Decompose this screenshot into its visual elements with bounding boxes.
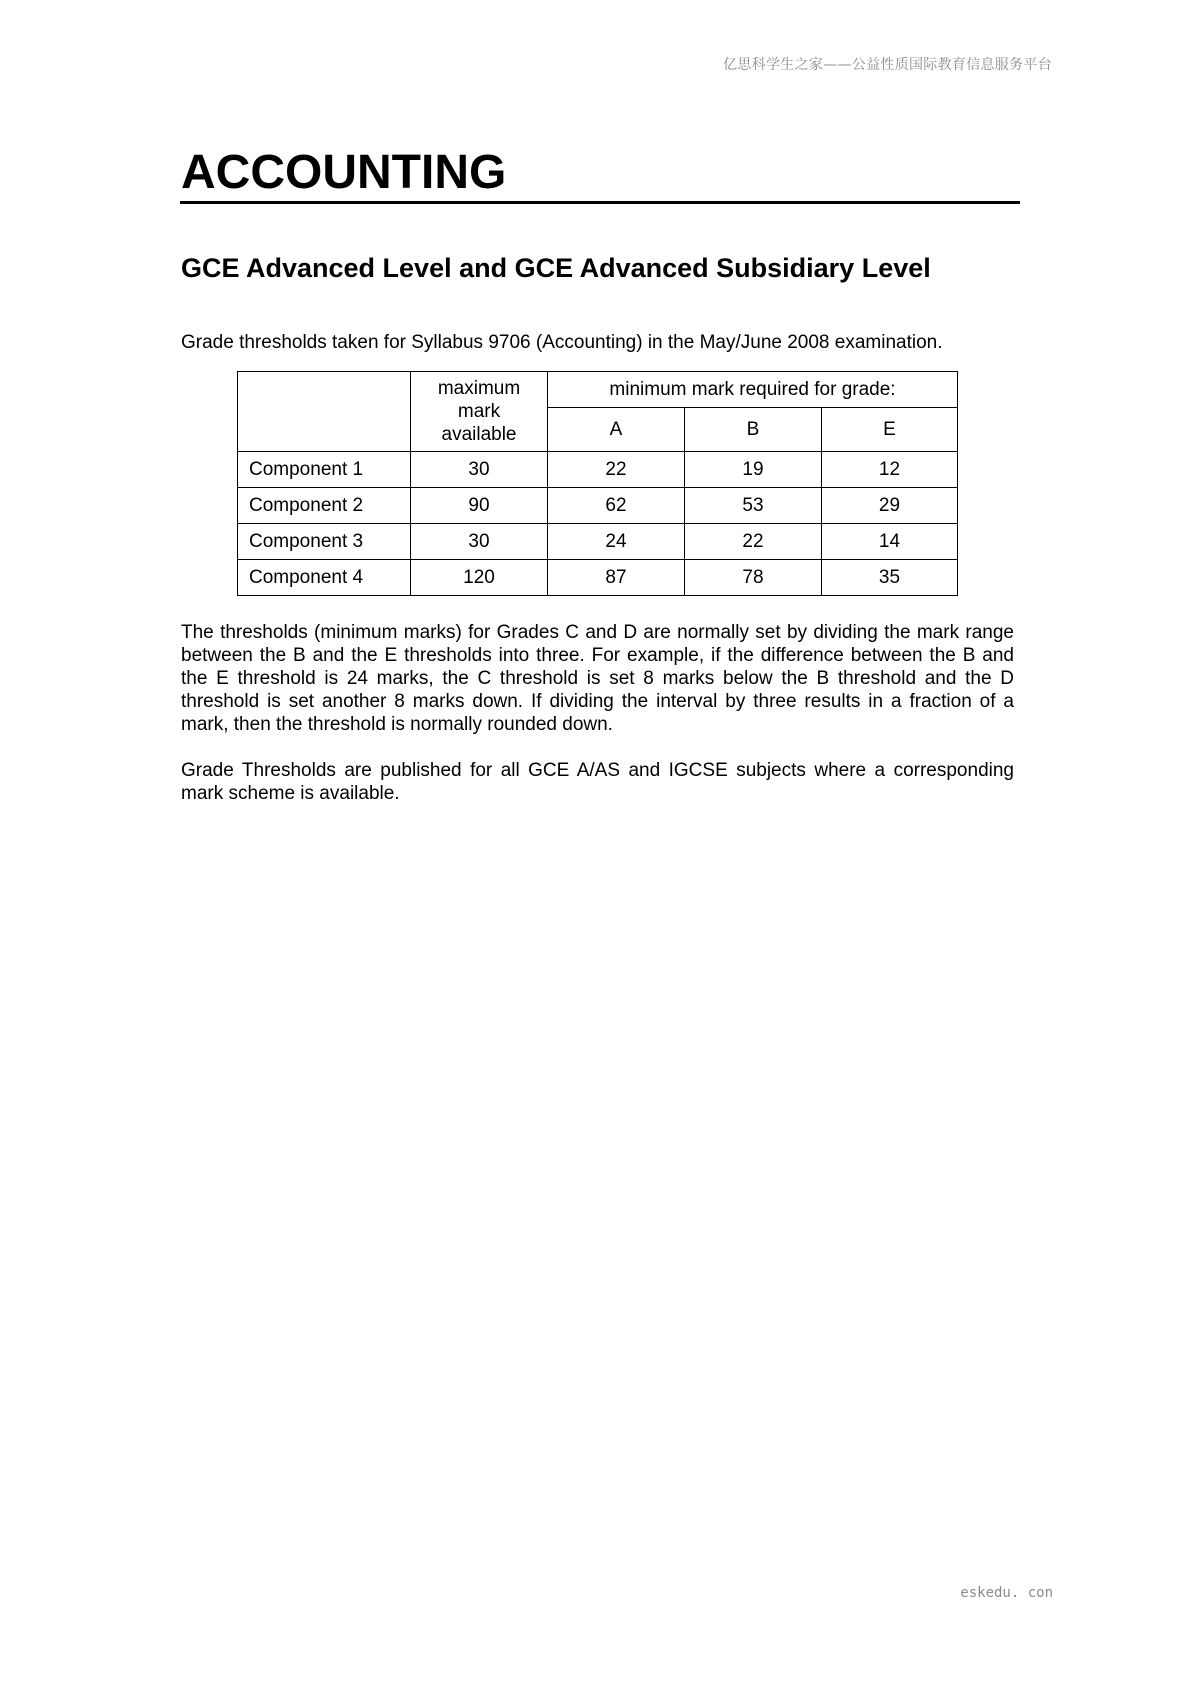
intro-text: Grade thresholds taken for Syllabus 9706 (Accounting) in the May/June 2008 examination. xyxy=(181,332,943,353)
table-row xyxy=(238,560,958,596)
header-min-mark-group: minimum mark required for grade: xyxy=(548,372,958,408)
publication-note-paragraph: Grade Thresholds are published for all GCE A/AS and IGCSE subjects where a corresponding mark scheme is available. xyxy=(181,760,1014,804)
table-row xyxy=(238,524,958,560)
table-row xyxy=(238,452,958,488)
grade-e-cell: 14 xyxy=(822,524,958,560)
header-empty-cell xyxy=(238,372,411,452)
component-label: Component 1 xyxy=(238,452,411,488)
thresholds-explanation-paragraph: The thresholds (minimum marks) for Grades C and D are normally set by dividing the mark range between the B and the E thresholds into three. For example, if the difference between the B and the E threshold is 24 marks, the C threshold is set 8 marks below the B threshold and the D threshold is set another 8 marks down. If dividing the interval by three results in a fraction of a mark, then the threshold is normally rounded down. xyxy=(181,622,1014,735)
max-mark-cell: 30 xyxy=(411,452,548,488)
grade-b-cell: 53 xyxy=(685,488,822,524)
grade-a-cell: 24 xyxy=(548,524,685,560)
subject-title: ACCOUNTING xyxy=(181,146,507,199)
grade-e-cell: 12 xyxy=(822,452,958,488)
header-watermark: 亿思科学生之家——公益性质国际教育信息服务平台 xyxy=(723,57,1052,73)
grade-b-cell: 19 xyxy=(685,452,822,488)
component-label: Component 4 xyxy=(238,560,411,596)
title-underline xyxy=(180,201,1020,204)
max-mark-cell: 120 xyxy=(411,560,548,596)
component-label: Component 3 xyxy=(238,524,411,560)
header-max-mark-label: maximum mark available xyxy=(437,378,521,445)
level-heading: GCE Advanced Level and GCE Advanced Subsidiary Level xyxy=(181,253,931,283)
grade-b-cell: 22 xyxy=(685,524,822,560)
header-grade-a: A xyxy=(548,408,685,452)
grade-b-cell: 78 xyxy=(685,560,822,596)
max-mark-cell: 30 xyxy=(411,524,548,560)
grade-a-cell: 87 xyxy=(548,560,685,596)
grade-e-cell: 35 xyxy=(822,560,958,596)
header-grade-b: B xyxy=(685,408,822,452)
grade-thresholds-table xyxy=(237,371,958,596)
grade-e-cell: 29 xyxy=(822,488,958,524)
footer-watermark: eskedu. con xyxy=(960,1585,1053,1601)
max-mark-cell: 90 xyxy=(411,488,548,524)
table-row xyxy=(238,488,958,524)
header-max-mark xyxy=(411,372,548,452)
grade-a-cell: 62 xyxy=(548,488,685,524)
header-grade-e: E xyxy=(822,408,958,452)
component-label: Component 2 xyxy=(238,488,411,524)
grade-a-cell: 22 xyxy=(548,452,685,488)
